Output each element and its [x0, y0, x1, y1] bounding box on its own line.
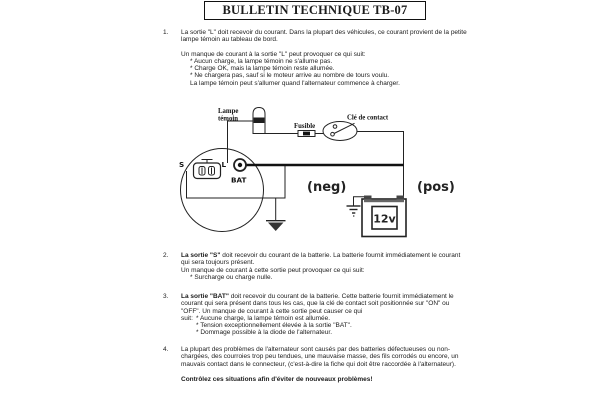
section-2-para2: Un manque de courant à cette sortie peut provoquer ce qui suit:	[181, 266, 365, 274]
section-3-suit-word: suit:	[181, 314, 193, 322]
section-1-bullet-3: * Ne chargera pas, sauf si le moteur arrive au nombre de tours voulu.	[190, 72, 390, 80]
lamp-label-line2: témoin	[218, 115, 239, 123]
section-1-number: 1.	[163, 29, 169, 36]
wiring-diagram	[170, 103, 462, 248]
section-4-para1: La plupart des problèmes de l'alternateur sont causés par des batteries défectueuses ou non-chargées, des courroies trop peu tendues, une mauvaise masse, des fils corrodés ou encore, un mauvais contact dans le connecteur, (c'est-à-dire la fiche qui doit être raccordée à l'alternateur).	[181, 346, 459, 368]
ignition-switch-icon	[323, 122, 357, 141]
section-1-bullet-1: * Aucun charge, la lampe témoin ne s'allume pas.	[190, 57, 333, 65]
page-title: BULLETIN TECHNIQUE TB-07	[204, 1, 426, 20]
section-2-lead: La sortie "S"	[181, 252, 221, 259]
section-3-bullet-1: * Aucune charge, la lampe témoin est allumée.	[196, 314, 331, 322]
section-3-bullets	[196, 315, 352, 337]
section-3-bullet-block	[181, 315, 469, 337]
section-4-number: 4.	[163, 346, 169, 353]
section-1-body	[181, 29, 469, 87]
section-2	[163, 252, 469, 281]
section-2-para1	[181, 252, 469, 267]
ignition-key-label: Clé de contact	[347, 114, 389, 122]
neg-label: (neg)	[307, 180, 347, 195]
lamp-label-line1: Lampe	[218, 108, 239, 115]
section-1	[163, 29, 469, 87]
section-3-number: 3.	[163, 293, 169, 300]
section-1-para1: La sortie "L" doit recevoir du courant. Dans la plupart des véhicules, ce courant provient de la petite lampe témoin au tableau de bord.	[181, 29, 467, 44]
warning-lamp-icon	[253, 108, 265, 134]
terminal-l-label: L	[221, 160, 227, 169]
section-3-body	[181, 293, 469, 337]
section-4-body	[181, 346, 469, 383]
closing-statement: Contrôlez ces situations afin d'éviter de nouveaux problèmes!	[181, 375, 373, 383]
section-2-number: 2.	[163, 252, 169, 259]
fuse-label: Fusible	[294, 123, 316, 130]
terminal-s-label: S	[179, 160, 185, 169]
section-1-para2: Un manque de courant à la sortie "L" peut provoquer ce qui suit:	[181, 50, 366, 58]
fuse-icon	[298, 131, 315, 137]
section-3-bullet-3: * Dommage possible à la diode de l'alternateur.	[196, 329, 333, 337]
section-1-bullet-2: * Charge OK, mais la lampe témoin reste allumée.	[190, 65, 335, 73]
section-1-note: La lampe témoin peut s'allumer quand l'alternateur commence à charger.	[190, 79, 400, 87]
pos-label: (pos)	[417, 180, 455, 195]
bat-terminal-icon	[234, 159, 246, 171]
section-2-text: doit recevoir du courant de la batterie. La batterie fournit immédiatement le courant qui sera toujours présent.	[181, 252, 461, 267]
section-3-para1	[181, 293, 469, 315]
section-2-bullet-1: * Surcharge ou charge nulle.	[190, 273, 273, 281]
alternator-ground-icon	[266, 198, 286, 231]
section-2-body	[181, 252, 469, 281]
section-4	[163, 346, 469, 383]
section-3-bullet-2: * Tension exceptionnellement élevée à la sortie "BAT".	[196, 322, 352, 330]
section-3	[163, 293, 469, 337]
terminal-bat-label: BAT	[231, 175, 247, 185]
section-3-lead: La sortie "BAT"	[181, 293, 229, 300]
battery-voltage-label: 12v	[373, 212, 396, 226]
switch-to-battery-wire	[357, 132, 404, 196]
section-3-text: doit recevoir du courant de la batterie. Cette batterie fournit immédiatement le courant qui sera présent dans tous les cas, que la clé de contact soit positionnée sur "ON" ou "OFF". Un manque de courant à cette sortie peut causer ce qui	[181, 293, 454, 315]
